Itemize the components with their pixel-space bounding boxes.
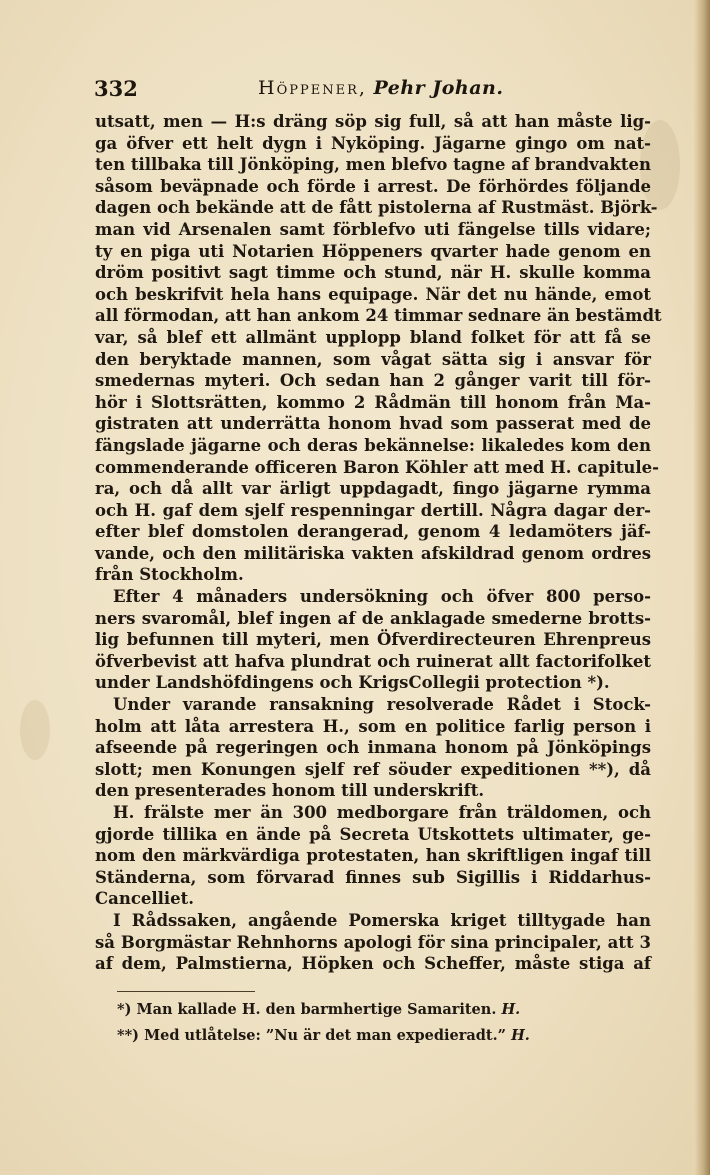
text-line: den presenterades honom till underskrift. xyxy=(95,781,485,801)
footnote-signature: H. xyxy=(511,1027,530,1044)
text-line: vande, och den militäriska vakten afskildrad genom ordres xyxy=(95,543,651,563)
text-line: ga öfver ett helt dygn i Nyköping. Jägarne gingo om nat- xyxy=(95,133,651,153)
footnote-divider xyxy=(117,991,255,992)
body-text xyxy=(95,111,662,975)
footnote-1 xyxy=(117,997,557,1023)
text-line: och H. gaf dem sjelf respenningar dertill. Några dagar der- xyxy=(95,500,651,520)
text-line: gjorde tillika en ände på Secreta Utskottets ultimater, ge- xyxy=(95,824,651,844)
text-line: holm att låta arrestera H., som en politice farlig person i xyxy=(95,716,651,736)
footnote-text: Man kallade H. den barmhertige Samariten. xyxy=(136,1001,497,1018)
text-line: ners svaromål, blef ingen af de anklagade smederne brotts- xyxy=(95,608,651,628)
text-line: från Stockholm. xyxy=(95,565,244,585)
text-line: smedernas myteri. Och sedan han 2 gånger varit till för- xyxy=(95,371,651,391)
running-head-surname: Höppener, xyxy=(258,77,367,99)
text-line: efter blef domstolen derangerad, genom 4 ledamöters jäf- xyxy=(95,522,651,542)
text-line: gistraten att underrätta honom hvad som passerat med de xyxy=(95,414,651,434)
text-line: så Borgmästar Rehnhorns apologi för sina principaler, att 3 xyxy=(95,932,651,952)
text-line: man vid Arsenalen samt förblefvo uti fängelse tills vidare; xyxy=(95,219,651,239)
footnote-mark: *) xyxy=(117,1001,132,1018)
page-spine-edge xyxy=(694,0,710,1175)
text-line: ten tillbaka till Jönköping, men blefvo tagne af brandvakten xyxy=(95,155,651,175)
text-line: Ständerna, som förvarad finnes sub Sigillis i Riddarhus- xyxy=(95,867,651,887)
text-line: var, så blef ett allmänt upplopp bland folket för att få se xyxy=(95,327,651,347)
text-line: såsom beväpnade och förde i arrest. De förhördes följande xyxy=(95,176,651,196)
text-line: af dem, Palmstierna, Höpken och Scheffer, måste stiga af xyxy=(95,954,651,974)
text-line: ra, och då allt var ärligt uppdagadt, fingo jägarne rymma xyxy=(95,479,651,499)
text-line: nom den märkvärdiga protestaten, han skriftligen ingaf till xyxy=(95,846,651,866)
footnote-mark: **) xyxy=(117,1027,140,1044)
text-line: den beryktade mannen, som vågat sätta sig i ansvar för xyxy=(95,349,651,369)
text-line: I Rådssaken, angående Pomerska kriget tilltygade han xyxy=(113,910,651,930)
text-line: öfverbevist att hafva plundrat och ruinerat allt factorifolket xyxy=(95,651,651,671)
text-line: dröm positivt sagt timme och stund, när H. skulle komma xyxy=(95,263,651,283)
text-line: ty en piga uti Notarien Höppeners qvarter hade genom en xyxy=(95,241,651,261)
text-line: och beskrifvit hela hans equipage. När det nu hände, emot xyxy=(95,284,651,304)
text-line: hör i Slottsrätten, kommo 2 Rådmän till honom från Ma- xyxy=(95,392,651,412)
footnotes xyxy=(117,997,557,1049)
footnote-2 xyxy=(117,1023,557,1049)
running-head-given-name: Pehr Johan. xyxy=(373,77,504,99)
text-line: afseende på regeringen och inmana honom på Jönköpings xyxy=(95,738,651,758)
footnote-signature: H. xyxy=(501,1001,521,1018)
text-line: fängslade jägarne och deras bekännelse: likaledes kom den xyxy=(95,435,651,455)
text-line: commenderande officeren Baron Köhler att med H. capitule- xyxy=(95,457,659,477)
text-line: H. frälste mer än 300 medborgare från träldomen, och xyxy=(113,803,651,822)
paper-stain xyxy=(20,700,50,760)
page-number: 332 xyxy=(94,76,138,101)
text-line: all förmodan, att han ankom 24 timmar sednare än bestämdt xyxy=(95,306,662,326)
text-line: utsatt, men — H:s dräng söp sig full, så att han måste lig- xyxy=(95,112,651,131)
text-line: Efter 4 månaders undersökning och öfver 800 perso- xyxy=(113,587,651,607)
text-line: under Landshöfdingens och KrigsCollegii protection *). xyxy=(95,673,610,693)
text-line: lig befunnen till myteri, men Öfverdirecteuren Ehrenpreus xyxy=(95,630,651,650)
running-header xyxy=(92,76,652,104)
text-line: Cancelliet. xyxy=(95,889,195,909)
running-head-title xyxy=(258,77,503,99)
text-line: slott; men Konungen sjelf ref söuder expeditionen **), då xyxy=(95,759,651,779)
footnote-text: Med utlåtelse: ”Nu är det man expedieradt.” xyxy=(144,1027,506,1044)
text-line: dagen och bekände att de fått pistolerna af Rustmäst. Björk- xyxy=(95,198,658,218)
text-line: Under varande ransakning resolverade Rådet i Stock- xyxy=(113,695,651,715)
